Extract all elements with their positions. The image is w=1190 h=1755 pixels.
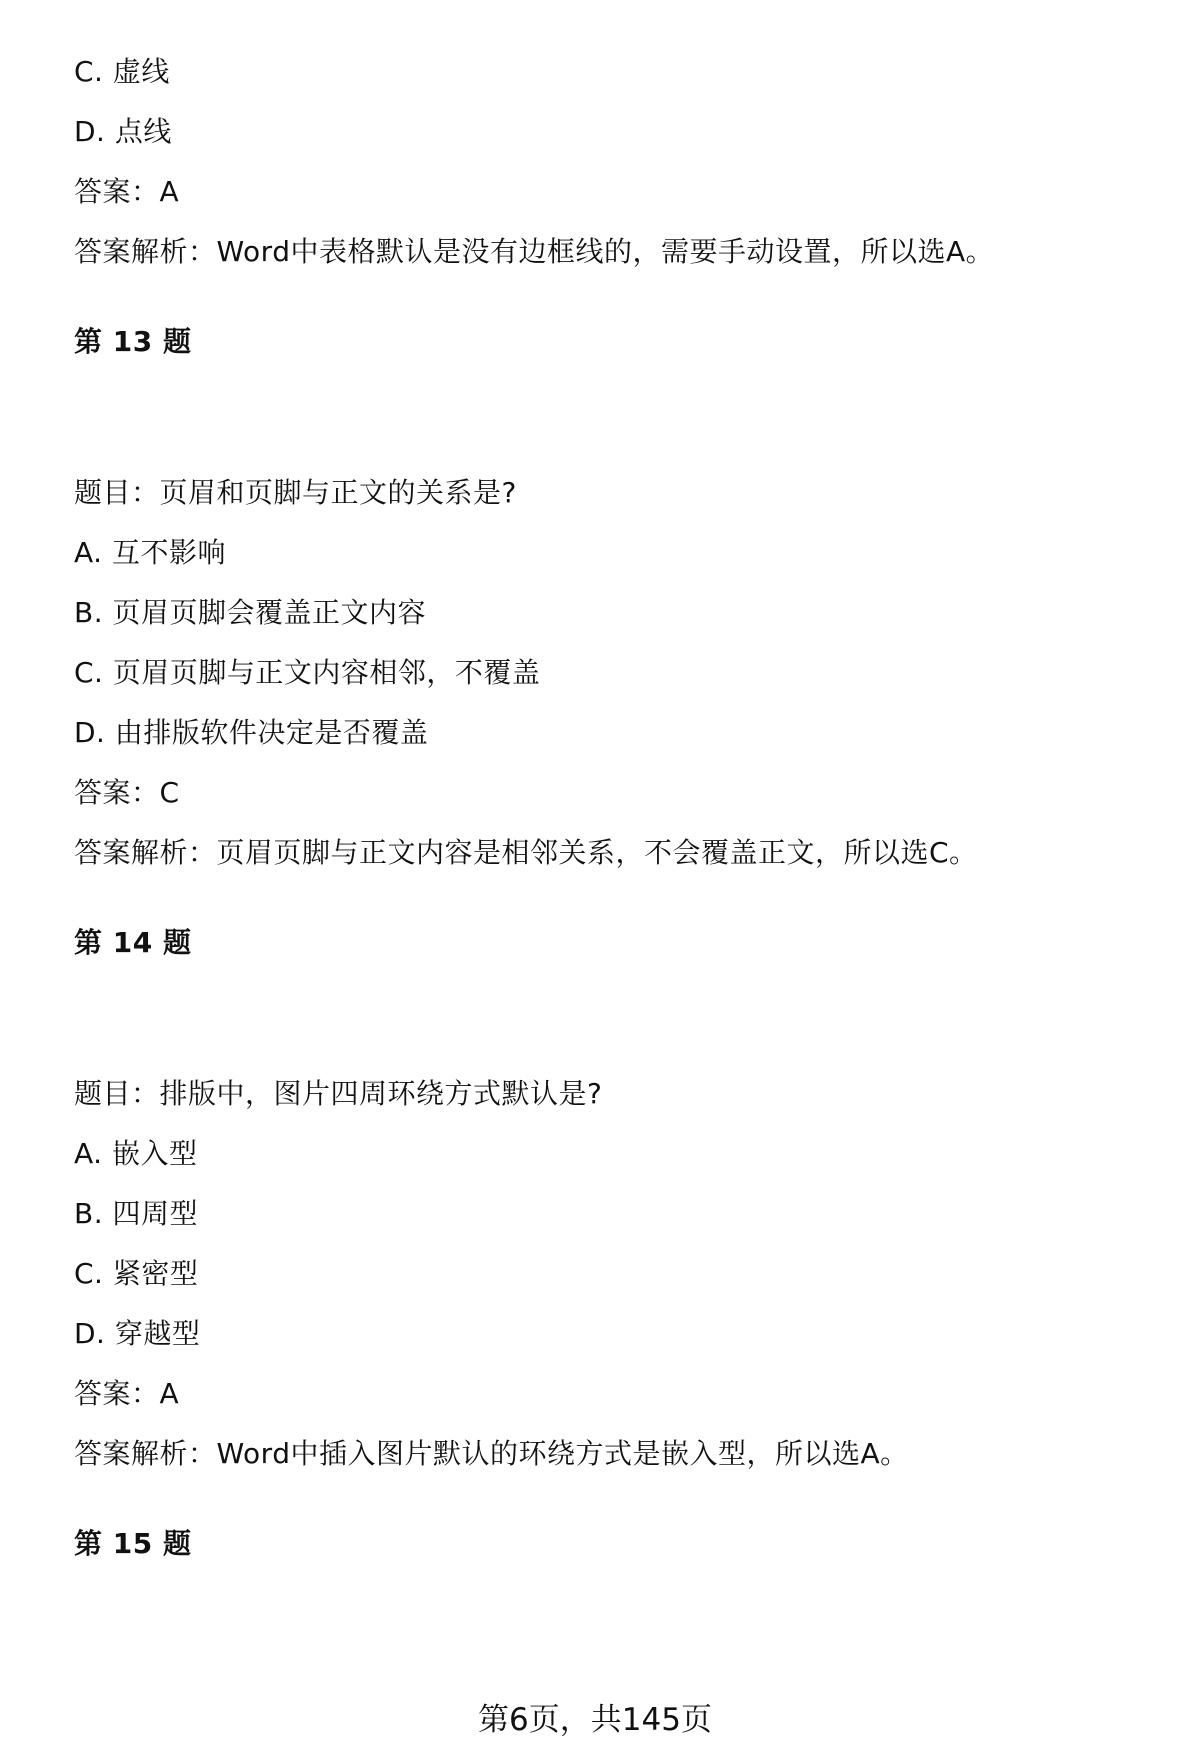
option-d: D. 点线 — [74, 115, 172, 148]
option-c: C. 紧密型 — [74, 1257, 199, 1290]
answer: 答案：A — [74, 175, 180, 208]
answer-explanation: 答案解析：Word中插入图片默认的环绕方式是嵌入型，所以选A。 — [74, 1437, 909, 1470]
question-text: 题目：排版中，图片四周环绕方式默认是? — [74, 1077, 603, 1110]
question-text: 题目：页眉和页脚与正文的关系是? — [74, 476, 517, 509]
option-b: B. 页眉页脚会覆盖正文内容 — [74, 596, 427, 629]
question-heading: 第 15 题 — [74, 1527, 192, 1560]
option-c: C. 虚线 — [74, 55, 170, 88]
answer-explanation: 答案解析：Word中表格默认是没有边框线的，需要手动设置，所以选A。 — [74, 235, 995, 268]
option-c: C. 页眉页脚与正文内容相邻，不覆盖 — [74, 656, 541, 689]
question-heading: 第 14 题 — [74, 926, 192, 959]
option-a: A. 嵌入型 — [74, 1137, 198, 1170]
answer: 答案：C — [74, 776, 180, 809]
option-d: D. 穿越型 — [74, 1317, 201, 1350]
option-b: B. 四周型 — [74, 1197, 199, 1230]
answer: 答案：A — [74, 1377, 180, 1410]
page-number: 第6页，共145页 — [478, 1702, 712, 1738]
option-a: A. 互不影响 — [74, 536, 226, 569]
option-d: D. 由排版软件决定是否覆盖 — [74, 716, 429, 749]
answer-explanation: 答案解析：页眉页脚与正文内容是相邻关系，不会覆盖正文，所以选C。 — [74, 836, 978, 869]
question-heading: 第 13 题 — [74, 325, 192, 358]
